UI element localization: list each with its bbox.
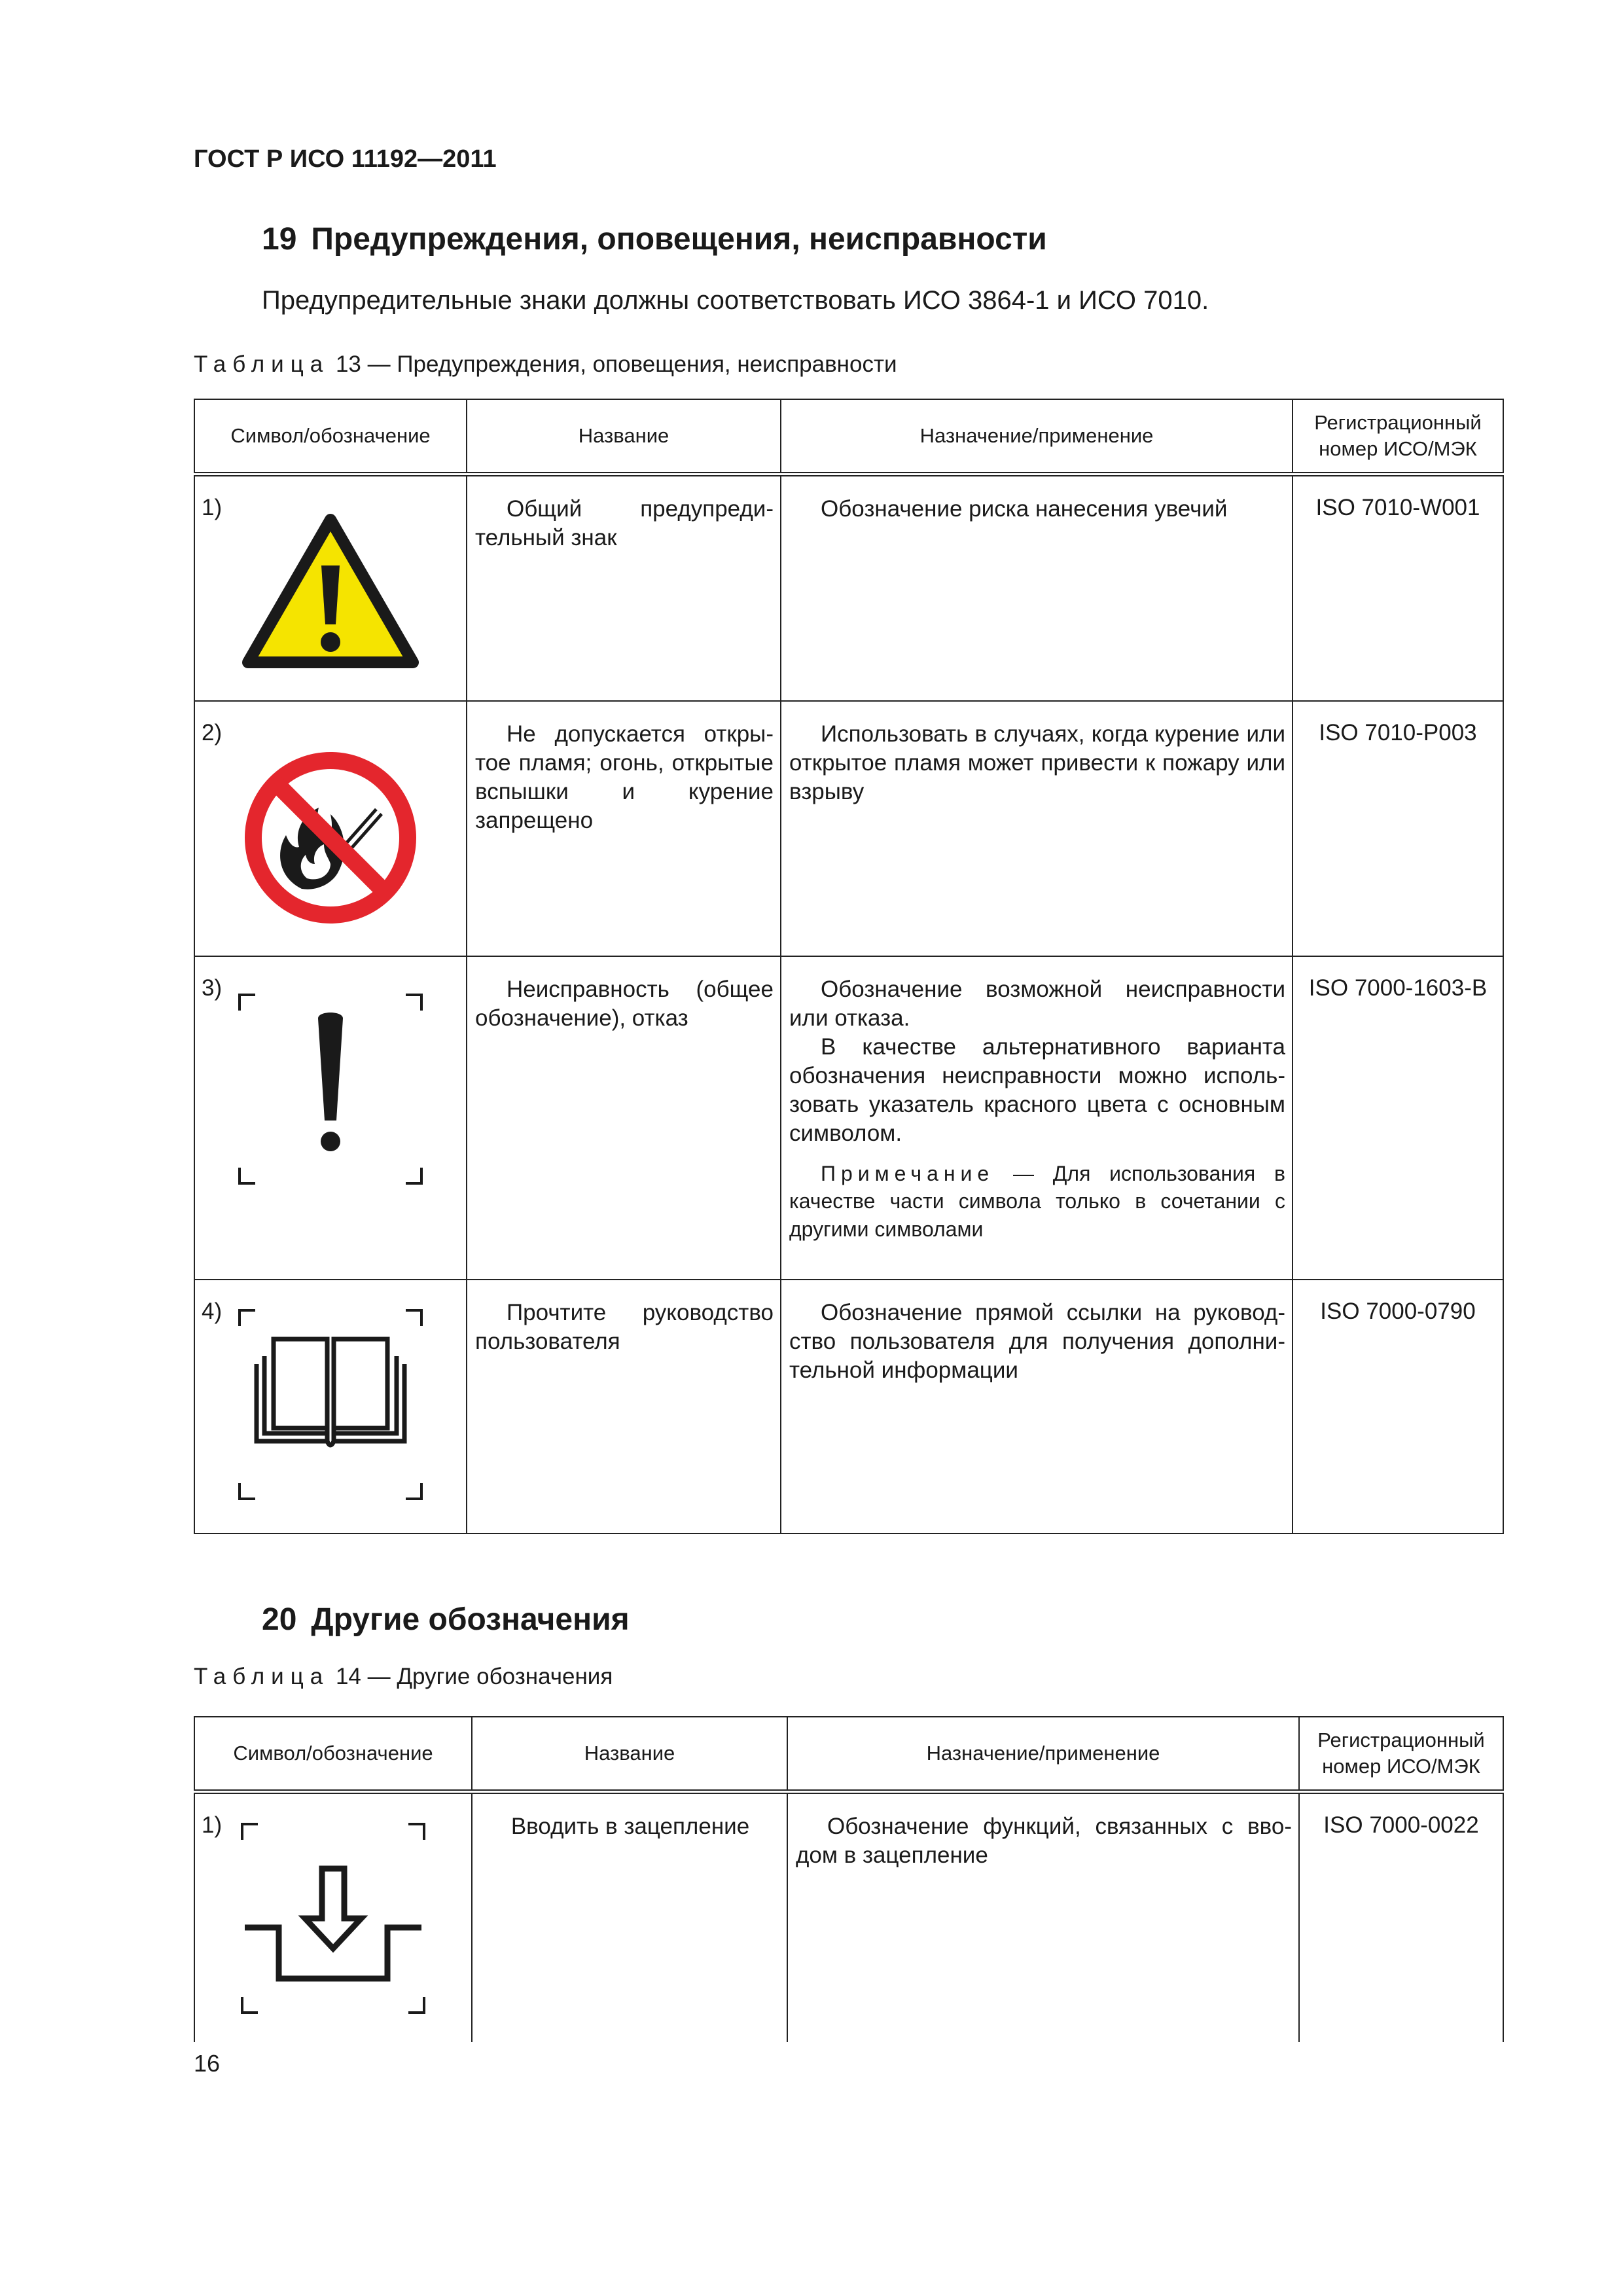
table-header-row [194, 1717, 1503, 1792]
symbol-cell [194, 1792, 472, 2042]
note-text: — Для использования в качестве части символа только в сочетании с другими символами [789, 1162, 1285, 1241]
table-row [194, 956, 1503, 1280]
name-cell: Неисправность (общее обозначение), отказ [467, 956, 781, 1280]
table-13-caption-text: 13 — Предупреждения, оповещения, неисправности [329, 351, 897, 377]
purpose-text: Обозначение риска нанесения увечий [821, 496, 1228, 522]
name-cell: Общий предупредительный знак [467, 475, 781, 701]
name-cell: Прочтите руководство пользователя [467, 1280, 781, 1534]
header-name: Название [472, 1717, 787, 1792]
table-row [194, 475, 1503, 701]
table-row [194, 1280, 1503, 1534]
row-number: 4) [202, 1298, 223, 1324]
header-reg: Регистрационный номер ИСО/МЭК [1293, 399, 1503, 475]
purpose-cell [781, 956, 1293, 1280]
symbol-cell [194, 701, 467, 956]
purpose-cell [781, 701, 1293, 956]
row-number: 3) [202, 975, 223, 1001]
engage-arrow-icon [238, 1820, 428, 2017]
reg-number-cell: ISO 7010-P003 [1293, 701, 1503, 956]
table-row [194, 1792, 1503, 2042]
section-19-heading [262, 221, 1047, 257]
header-symbol: Символ/обозначение [194, 1717, 472, 1792]
header-symbol: Символ/обозначение [194, 399, 467, 475]
purpose-cell [781, 1280, 1293, 1534]
warning-triangle-icon [239, 508, 422, 673]
purpose-text-alternative: В качестве альтернативного варианта обозначения неисправности можно использовать указатель красного цвета с основным символом. [789, 1033, 1285, 1146]
table-14-caption [194, 1664, 613, 1690]
table-13 [194, 399, 1504, 1534]
purpose-cell [781, 475, 1293, 701]
reg-number-cell: ISO 7000-1603-B [1293, 956, 1503, 1280]
header-name: Название [467, 399, 781, 475]
table-row [194, 701, 1503, 956]
symbol-cell [194, 475, 467, 701]
purpose-text: Использовать в случаях, когда курение или открытое пламя может привести к пожару или взрыву [789, 721, 1285, 804]
note-label: Примечание [821, 1162, 995, 1186]
read-manual-icon [236, 1306, 425, 1503]
section-19-title: Предупреждения, оповещения, неисправности [311, 222, 1047, 257]
section-19-number: 19 [262, 222, 297, 257]
symbol-cell [194, 1280, 467, 1534]
purpose-note [789, 1160, 1285, 1243]
table-13-caption-prefix: Таблица [194, 351, 330, 377]
reg-number-cell: ISO 7010-W001 [1293, 475, 1503, 701]
section-20-heading [262, 1602, 630, 1638]
header-purpose: Назначение/применение [781, 399, 1293, 475]
section-20-number: 20 [262, 1602, 297, 1637]
table-header-row [194, 399, 1503, 475]
symbol-cell [194, 956, 467, 1280]
section-19-intro: Предупредительные знаки должны соответствовать ИСО 3864-1 и ИСО 7010. [262, 286, 1209, 315]
purpose-text: Обозначение функций, связанных с вводом в зацепление [796, 1814, 1292, 1869]
table-14-caption-text: 14 — Другие обозначения [329, 1664, 613, 1689]
table-14 [194, 1716, 1504, 2042]
no-open-flame-icon [241, 749, 419, 927]
purpose-text: Обозначение возможной неисправности или отказа. [789, 976, 1285, 1031]
row-number: 2) [202, 719, 223, 745]
header-purpose: Назначение/применение [787, 1717, 1299, 1792]
page-number: 16 [194, 2050, 221, 2077]
table-13-caption [194, 351, 897, 378]
reg-number-cell: ISO 7000-0022 [1299, 1792, 1503, 2042]
row-number: 1) [202, 495, 223, 520]
table-14-caption-prefix: Таблица [194, 1664, 330, 1689]
name-cell: Вводить в зацепление [472, 1792, 787, 2042]
row-number: 1) [202, 1812, 223, 1838]
section-20-title: Другие обозначения [311, 1602, 630, 1637]
purpose-cell [787, 1792, 1299, 2042]
exclamation-icon [236, 991, 425, 1187]
purpose-text: Обозначение прямой ссылки на руководство пользователя для получения дополнительной информации [789, 1299, 1285, 1383]
document-header: ГОСТ Р ИСО 11192—2011 [194, 145, 497, 173]
reg-number-cell: ISO 7000-0790 [1293, 1280, 1503, 1534]
name-cell: Не допускается открытое пламя; огонь, открытые вспышки и курение запрещено [467, 701, 781, 956]
header-reg: Регистрационный номер ИСО/МЭК [1299, 1717, 1503, 1792]
